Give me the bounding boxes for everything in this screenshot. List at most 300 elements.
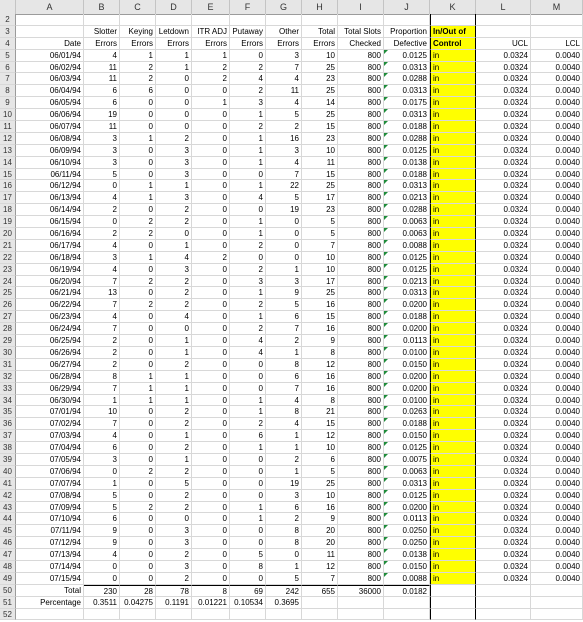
cell[interactable]: 0.0313 [384, 109, 430, 121]
cell[interactable]: 3 [156, 157, 192, 169]
cell[interactable]: 0 [192, 240, 230, 252]
cell[interactable]: 12 [302, 561, 338, 573]
cell[interactable]: 6 [266, 311, 302, 323]
cell[interactable]: 0.0324 [476, 335, 531, 347]
cell[interactable]: 8 [230, 561, 266, 573]
cell[interactable]: 0.0040 [531, 204, 583, 216]
cell[interactable]: 0.0040 [531, 192, 583, 204]
cell[interactable]: 2 [84, 204, 120, 216]
row-header[interactable]: 48 [0, 561, 16, 573]
cell[interactable]: 0.0188 [384, 121, 430, 133]
cell[interactable]: 78 [156, 585, 192, 597]
cell[interactable] [338, 609, 384, 621]
cell[interactable]: 0.0040 [531, 490, 583, 502]
cell[interactable]: 1 [120, 50, 156, 62]
cell[interactable]: 0 [230, 454, 266, 466]
cell[interactable]: 7 [84, 323, 120, 335]
cell[interactable]: 800 [338, 228, 384, 240]
cell[interactable]: ITR ADJ [192, 26, 230, 38]
cell[interactable]: 2 [156, 549, 192, 561]
cell[interactable]: 1 [230, 180, 266, 192]
cell[interactable]: 0 [192, 323, 230, 335]
cell[interactable]: 0.0324 [476, 490, 531, 502]
cell[interactable]: 0.01221 [192, 597, 230, 609]
cell[interactable]: 800 [338, 490, 384, 502]
cell[interactable]: 2 [156, 276, 192, 288]
column-header-k[interactable]: K [430, 0, 476, 14]
column-header-c[interactable]: C [120, 0, 156, 14]
cell[interactable]: 1 [266, 264, 302, 276]
cell[interactable]: 0.0324 [476, 145, 531, 157]
cell[interactable]: 0.0288 [384, 133, 430, 145]
cell[interactable]: 800 [338, 157, 384, 169]
cell[interactable]: 0 [120, 478, 156, 490]
cell[interactable]: 2 [156, 216, 192, 228]
row-header[interactable]: 38 [0, 442, 16, 454]
cell[interactable]: 0 [120, 109, 156, 121]
cell[interactable] [302, 597, 338, 609]
cell[interactable]: 4 [84, 240, 120, 252]
cell[interactable]: 0 [84, 573, 120, 585]
cell[interactable]: 6 [84, 85, 120, 97]
cell[interactable]: 0.0324 [476, 121, 531, 133]
row-header[interactable]: 27 [0, 311, 16, 323]
cell[interactable]: 4 [156, 311, 192, 323]
cell[interactable]: 0 [156, 73, 192, 85]
cell[interactable]: 0.0040 [531, 359, 583, 371]
cell[interactable]: 9 [84, 537, 120, 549]
cell[interactable]: 10 [302, 442, 338, 454]
cell[interactable]: 1 [120, 252, 156, 264]
cell[interactable] [120, 14, 156, 26]
cell[interactable]: 07/09/94 [16, 502, 84, 514]
cell[interactable]: 0 [120, 121, 156, 133]
cell[interactable]: 1 [84, 395, 120, 407]
cell[interactable]: 8 [192, 585, 230, 597]
row-header[interactable]: 25 [0, 287, 16, 299]
cell[interactable] [120, 609, 156, 621]
row-header[interactable]: 52 [0, 609, 16, 621]
cell[interactable]: 06/18/94 [16, 252, 84, 264]
row-header[interactable]: 28 [0, 323, 16, 335]
cell[interactable]: 4 [230, 347, 266, 359]
cell[interactable]: 16 [266, 133, 302, 145]
cell[interactable]: 2 [120, 466, 156, 478]
cell[interactable]: 2 [84, 335, 120, 347]
cell[interactable]: 0.0324 [476, 299, 531, 311]
row-header[interactable]: 18 [0, 204, 16, 216]
cell[interactable]: 3 [84, 145, 120, 157]
cell[interactable]: 25 [302, 62, 338, 74]
row-header[interactable]: 44 [0, 513, 16, 525]
cell[interactable] [84, 14, 120, 26]
cell[interactable]: 0.0063 [384, 228, 430, 240]
cell[interactable]: 0 [192, 418, 230, 430]
cell[interactable]: 0.0324 [476, 192, 531, 204]
cell[interactable]: 2 [156, 573, 192, 585]
cell[interactable]: 0.0138 [384, 157, 430, 169]
cell[interactable]: 2 [156, 502, 192, 514]
cell[interactable]: 06/09/94 [16, 145, 84, 157]
cell[interactable]: 0 [192, 180, 230, 192]
cell[interactable]: 0.0324 [476, 442, 531, 454]
cell[interactable]: 07/12/94 [16, 537, 84, 549]
cell[interactable]: 06/24/94 [16, 323, 84, 335]
cell[interactable]: 1 [84, 478, 120, 490]
cell[interactable]: 0.0324 [476, 478, 531, 490]
cell[interactable]: 0.0040 [531, 121, 583, 133]
cell[interactable]: 1 [156, 180, 192, 192]
cell[interactable]: 10 [84, 406, 120, 418]
cell[interactable]: 0 [192, 85, 230, 97]
cell[interactable]: 1 [120, 395, 156, 407]
cell[interactable]: 3 [84, 252, 120, 264]
cell[interactable]: 06/17/94 [16, 240, 84, 252]
cell[interactable]: 0 [266, 240, 302, 252]
cell[interactable]: 1 [230, 442, 266, 454]
row-header[interactable]: 37 [0, 430, 16, 442]
cell[interactable]: 0 [120, 240, 156, 252]
cell[interactable]: 6 [84, 97, 120, 109]
cell[interactable]: 0.0324 [476, 347, 531, 359]
cell[interactable]: in [430, 85, 476, 97]
cell[interactable]: 0.0324 [476, 561, 531, 573]
cell[interactable]: 0.0313 [384, 85, 430, 97]
cell[interactable]: 0 [192, 335, 230, 347]
cell[interactable]: in [430, 395, 476, 407]
cell[interactable]: 0.0040 [531, 513, 583, 525]
cell[interactable]: Errors [266, 38, 302, 50]
cell[interactable]: Errors [192, 38, 230, 50]
cell[interactable]: 3 [156, 169, 192, 181]
cell[interactable]: 07/05/94 [16, 454, 84, 466]
cell[interactable]: 0.04275 [120, 597, 156, 609]
cell[interactable]: in [430, 169, 476, 181]
cell[interactable]: 1 [266, 430, 302, 442]
cell[interactable]: 0 [120, 442, 156, 454]
cell[interactable]: 0 [120, 525, 156, 537]
cell[interactable]: 0 [192, 133, 230, 145]
cell[interactable]: in [430, 525, 476, 537]
cell[interactable]: 2 [156, 490, 192, 502]
row-header[interactable]: 11 [0, 121, 16, 133]
cell[interactable]: in [430, 561, 476, 573]
cell[interactable]: 800 [338, 109, 384, 121]
cell[interactable]: 9 [266, 287, 302, 299]
cell[interactable]: 0.0324 [476, 204, 531, 216]
cell[interactable]: In/Out of [430, 26, 476, 38]
cell[interactable]: 5 [156, 478, 192, 490]
cell[interactable]: 0.0063 [384, 466, 430, 478]
cell[interactable]: 3 [84, 454, 120, 466]
cell[interactable]: 20 [302, 537, 338, 549]
cell[interactable]: in [430, 276, 476, 288]
cell[interactable]: 0 [266, 252, 302, 264]
cell[interactable]: 10 [302, 490, 338, 502]
row-header[interactable]: 17 [0, 192, 16, 204]
cell[interactable]: 22 [266, 180, 302, 192]
cell[interactable]: in [430, 97, 476, 109]
cell[interactable]: 0.0324 [476, 240, 531, 252]
cell[interactable]: 06/08/94 [16, 133, 84, 145]
cell[interactable]: 2 [230, 299, 266, 311]
cell[interactable]: 0.0324 [476, 418, 531, 430]
cell[interactable]: 0 [230, 490, 266, 502]
cell[interactable]: 0 [120, 513, 156, 525]
cell[interactable]: 5 [84, 490, 120, 502]
cell[interactable]: 25 [302, 85, 338, 97]
row-header[interactable]: 16 [0, 180, 16, 192]
cell[interactable]: 06/25/94 [16, 335, 84, 347]
cell[interactable]: 3 [156, 145, 192, 157]
cell[interactable]: 2 [266, 121, 302, 133]
cell[interactable]: 0.0200 [384, 371, 430, 383]
cell[interactable]: 800 [338, 502, 384, 514]
cell[interactable]: 2 [120, 228, 156, 240]
cell[interactable]: 2 [156, 287, 192, 299]
cell[interactable]: 0 [192, 502, 230, 514]
cell[interactable]: 6 [120, 85, 156, 97]
cell[interactable]: in [430, 335, 476, 347]
cell[interactable]: 2 [156, 466, 192, 478]
cell[interactable]: 0.0324 [476, 311, 531, 323]
cell[interactable]: 3 [156, 264, 192, 276]
cell[interactable]: 0.0125 [384, 442, 430, 454]
cell[interactable]: 800 [338, 561, 384, 573]
column-header-a[interactable]: A [16, 0, 84, 14]
cell[interactable] [430, 14, 476, 26]
cell[interactable]: 0 [230, 525, 266, 537]
cell[interactable]: 06/11/94 [16, 169, 84, 181]
cell[interactable]: 4 [230, 73, 266, 85]
cell[interactable]: 655 [302, 585, 338, 597]
cell[interactable]: 0.0113 [384, 513, 430, 525]
cell[interactable]: 0 [192, 359, 230, 371]
cell[interactable]: in [430, 323, 476, 335]
cell[interactable]: 0 [192, 430, 230, 442]
cell[interactable]: 1 [230, 513, 266, 525]
cell[interactable]: 800 [338, 525, 384, 537]
cell[interactable]: 800 [338, 169, 384, 181]
cell[interactable] [230, 609, 266, 621]
cell[interactable]: 2 [266, 454, 302, 466]
cell[interactable]: 0 [156, 121, 192, 133]
row-header[interactable]: 8 [0, 85, 16, 97]
cell[interactable]: 16 [302, 383, 338, 395]
cell[interactable]: Keying [120, 26, 156, 38]
cell[interactable] [266, 14, 302, 26]
cell[interactable] [156, 14, 192, 26]
cell[interactable]: 2 [120, 73, 156, 85]
cell[interactable]: 7 [84, 299, 120, 311]
cell[interactable]: 0.0040 [531, 73, 583, 85]
cell[interactable]: 0.0324 [476, 371, 531, 383]
row-header[interactable]: 29 [0, 335, 16, 347]
cell[interactable]: 5 [302, 216, 338, 228]
cell[interactable]: 0 [120, 311, 156, 323]
cell[interactable] [430, 609, 476, 621]
cell[interactable] [16, 609, 84, 621]
cell[interactable] [384, 14, 430, 26]
cell[interactable]: 20 [302, 525, 338, 537]
cell[interactable]: 0.0150 [384, 359, 430, 371]
cell[interactable]: Letdown [156, 26, 192, 38]
cell[interactable]: 4 [84, 311, 120, 323]
cell[interactable]: 0 [84, 466, 120, 478]
cell[interactable]: 06/13/94 [16, 192, 84, 204]
cell[interactable]: 0.0200 [384, 299, 430, 311]
cell[interactable]: in [430, 371, 476, 383]
cell[interactable]: 2 [84, 228, 120, 240]
cell[interactable]: 800 [338, 454, 384, 466]
cell[interactable]: 0.0125 [384, 252, 430, 264]
cell[interactable]: Percentage [16, 597, 84, 609]
cell[interactable]: 0.0040 [531, 561, 583, 573]
cell[interactable]: 0.0040 [531, 442, 583, 454]
cell[interactable]: 7 [84, 383, 120, 395]
cell[interactable]: 1 [156, 395, 192, 407]
cell[interactable]: in [430, 454, 476, 466]
column-header-f[interactable]: F [230, 0, 266, 14]
column-header-i[interactable]: I [338, 0, 384, 14]
cell[interactable]: 0 [192, 287, 230, 299]
cell[interactable]: 0 [230, 573, 266, 585]
cell[interactable]: 2 [84, 347, 120, 359]
cell[interactable]: 06/22/94 [16, 299, 84, 311]
cell[interactable]: 5 [84, 502, 120, 514]
row-header[interactable]: 13 [0, 145, 16, 157]
cell[interactable]: Slotter [84, 26, 120, 38]
cell[interactable]: 0.0075 [384, 454, 430, 466]
cell[interactable]: 0 [120, 145, 156, 157]
cell[interactable]: 07/07/94 [16, 478, 84, 490]
cell[interactable]: 0 [192, 192, 230, 204]
cell[interactable]: 0.0040 [531, 133, 583, 145]
cell[interactable]: 0.0324 [476, 85, 531, 97]
column-header-e[interactable]: E [192, 0, 230, 14]
cell[interactable]: 800 [338, 287, 384, 299]
cell[interactable]: Errors [84, 38, 120, 50]
cell[interactable]: 4 [156, 252, 192, 264]
cell[interactable]: 230 [84, 585, 120, 597]
cell[interactable]: 3 [156, 525, 192, 537]
cell[interactable]: 0 [120, 335, 156, 347]
cell[interactable]: 800 [338, 276, 384, 288]
cell[interactable]: 0 [192, 204, 230, 216]
cell[interactable]: 0.0040 [531, 287, 583, 299]
cell[interactable]: 1 [120, 383, 156, 395]
cell[interactable]: 06/12/94 [16, 180, 84, 192]
cell[interactable]: 1 [230, 216, 266, 228]
cell[interactable]: 0.0040 [531, 371, 583, 383]
row-header[interactable]: 7 [0, 73, 16, 85]
cell[interactable]: 0.1191 [156, 597, 192, 609]
cell[interactable]: 800 [338, 121, 384, 133]
row-header[interactable]: 36 [0, 418, 16, 430]
cell[interactable]: 36000 [338, 585, 384, 597]
cell[interactable]: 25 [302, 478, 338, 490]
cell[interactable]: 0.0324 [476, 73, 531, 85]
cell[interactable]: 2 [230, 85, 266, 97]
cell[interactable]: in [430, 287, 476, 299]
row-header[interactable]: 34 [0, 395, 16, 407]
row-header[interactable]: 46 [0, 537, 16, 549]
cell[interactable]: 07/02/94 [16, 418, 84, 430]
cell[interactable]: 16 [302, 299, 338, 311]
row-header[interactable]: 40 [0, 466, 16, 478]
cell[interactable] [338, 597, 384, 609]
cell[interactable]: 800 [338, 418, 384, 430]
cell[interactable]: in [430, 50, 476, 62]
cell[interactable]: 0 [192, 383, 230, 395]
cell[interactable]: 06/06/94 [16, 109, 84, 121]
cell[interactable]: 06/05/94 [16, 97, 84, 109]
cell[interactable]: 6 [266, 371, 302, 383]
cell[interactable]: 0.0200 [384, 502, 430, 514]
cell[interactable]: 0.0150 [384, 561, 430, 573]
cell[interactable]: 7 [266, 383, 302, 395]
cell[interactable]: 800 [338, 513, 384, 525]
cell[interactable] [156, 609, 192, 621]
cell[interactable]: 0.0213 [384, 276, 430, 288]
cell[interactable]: 19 [84, 109, 120, 121]
cell[interactable]: 1 [156, 347, 192, 359]
cell[interactable]: 0.0324 [476, 276, 531, 288]
row-header[interactable]: 20 [0, 228, 16, 240]
cell[interactable]: 0 [192, 145, 230, 157]
cell[interactable]: 0 [230, 169, 266, 181]
cell[interactable]: 07/03/94 [16, 430, 84, 442]
cell[interactable]: 4 [266, 157, 302, 169]
cell[interactable]: 1 [230, 406, 266, 418]
cell[interactable]: 0 [230, 466, 266, 478]
cell[interactable]: 07/06/94 [16, 466, 84, 478]
cell[interactable]: 07/01/94 [16, 406, 84, 418]
cell[interactable]: 800 [338, 252, 384, 264]
cell[interactable]: 800 [338, 62, 384, 74]
cell[interactable]: 0.0324 [476, 537, 531, 549]
row-header[interactable]: 31 [0, 359, 16, 371]
cell[interactable]: 0.0324 [476, 549, 531, 561]
cell[interactable]: Date [16, 38, 84, 50]
cell[interactable]: 2 [230, 418, 266, 430]
cell[interactable]: 16 [302, 371, 338, 383]
cell[interactable]: 0 [120, 549, 156, 561]
cell[interactable]: 0.0324 [476, 50, 531, 62]
cell[interactable]: in [430, 252, 476, 264]
cell[interactable]: 0 [230, 537, 266, 549]
cell[interactable]: 4 [84, 50, 120, 62]
cell[interactable]: 0 [192, 549, 230, 561]
cell[interactable]: 0.0040 [531, 276, 583, 288]
cell[interactable]: 0 [120, 264, 156, 276]
cell[interactable]: 0.0324 [476, 513, 531, 525]
cell[interactable] [384, 609, 430, 621]
cell[interactable]: 0.0324 [476, 133, 531, 145]
cell[interactable]: 1 [156, 62, 192, 74]
cell[interactable]: 0.0324 [476, 466, 531, 478]
row-header[interactable]: 32 [0, 371, 16, 383]
cell[interactable]: 2 [230, 121, 266, 133]
cell[interactable]: 0 [192, 216, 230, 228]
cell[interactable]: 4 [266, 97, 302, 109]
cell[interactable]: 0 [120, 430, 156, 442]
cell[interactable]: 4 [84, 430, 120, 442]
cell[interactable]: 800 [338, 299, 384, 311]
cell[interactable]: 3 [266, 145, 302, 157]
cell[interactable]: 06/29/94 [16, 383, 84, 395]
cell[interactable]: 800 [338, 323, 384, 335]
